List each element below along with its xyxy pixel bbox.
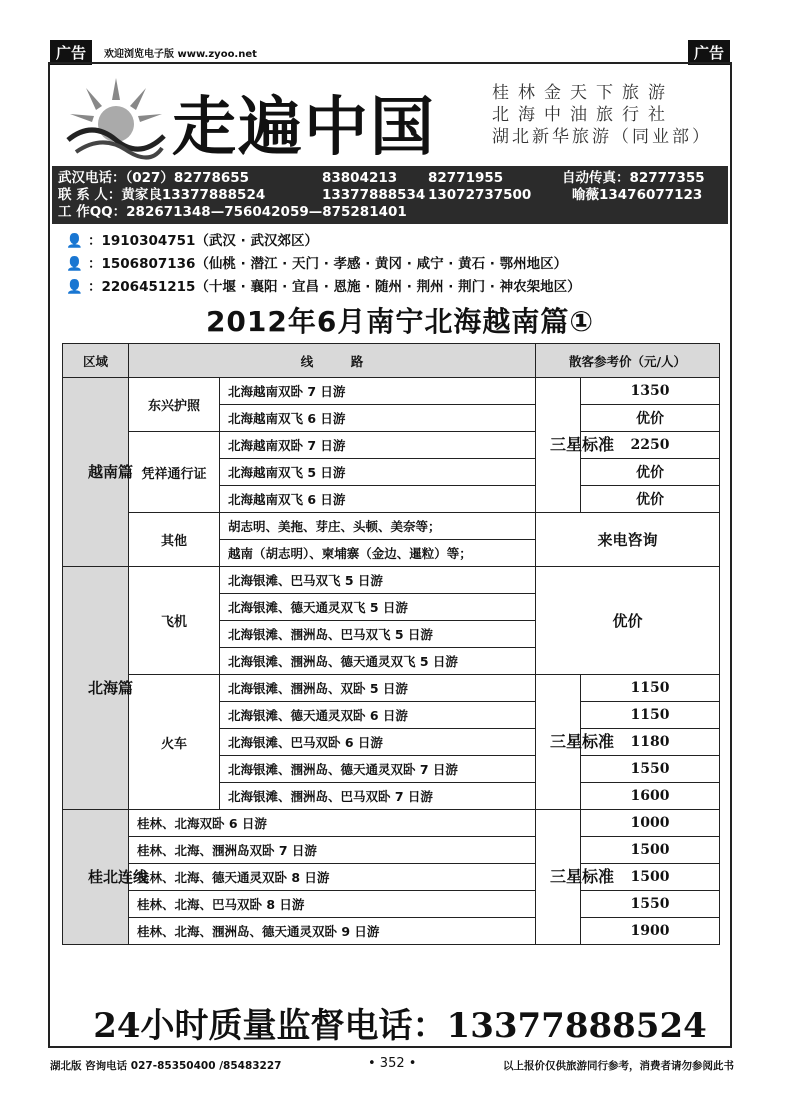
region-beihai: 北海篇 [63,567,129,810]
contact-person: 联 系 人：黄家良13377888524 [58,187,266,203]
route-cell: 胡志明、美拖、芽庄、头顿、美奈等； [220,513,536,540]
phone-3: 82771955 [428,170,504,186]
price-cell: 优价 [581,459,720,486]
agency-3: 湖北新华旅游（同业部） [492,127,712,147]
region-guibei: 桂北连线 [63,810,129,945]
phone-label: 武汉电话：（027）82778655 [58,170,250,186]
route-cell: 北海银滩、涠洲岛、巴马双卧 7 日游 [220,783,536,810]
price-cell: 1550 [581,891,720,918]
contact-box [52,166,728,224]
route-cell: 北海越南双卧 7 日游 [220,378,536,405]
route-cell: 北海越南双飞 6 日游 [220,405,536,432]
contact-mobile-4: 喻薇13476077123 [572,187,703,203]
price-cell: 1180 [581,729,720,756]
work-qq: 工 作QQ：282671348—756042059—875281401 [58,204,407,220]
table-row [63,837,720,864]
table-row [63,378,720,405]
qq-line-1: 👤 ：1910304751（武汉 · 武汉郊区） [66,230,726,253]
route-cell: 北海越南双飞 6 日游 [220,486,536,513]
agency-list [492,82,732,148]
price-cell: 1900 [581,918,720,945]
table-row [63,891,720,918]
route-cell: 北海银滩、涠洲岛、德天通灵双卧 7 日游 [220,756,536,783]
table-row [63,918,720,945]
qq-line-3: 👤 ：2206451215（十堰 · 襄阳 · 宜昌 · 恩施 · 随州 · 荆州 · 荆门 · 神农架地区） [66,276,726,299]
price-cell: 1500 [581,837,720,864]
price-cell: 1150 [581,675,720,702]
price-cell: 1600 [581,783,720,810]
quality-hotline: 24小时质量监督电话：13377888524 [93,1006,707,1046]
header-region: 区域 [63,344,129,378]
route-cell: 北海银滩、涠洲岛、双卧 5 日游 [220,675,536,702]
table-row [63,513,720,540]
route-cell: 北海银滩、巴马双飞 5 日游 [220,567,536,594]
route-cell: 桂林、北海、涠洲岛、德天通灵双卧 9 日游 [129,918,536,945]
route-cell: 桂林、北海、巴马双卧 8 日游 [129,891,536,918]
price-cell: 优价 [581,405,720,432]
footer-right: 以上报价仅供旅游同行参考，消费者请勿参阅此书 [503,1060,734,1072]
price-cell: 2250 [581,432,720,459]
category-plane: 飞机 [129,567,220,675]
route-cell: 北海银滩、德天通灵双飞 5 日游 [220,594,536,621]
plane-price-cell: 优价 [536,567,720,675]
phone-2: 83804213 [322,170,398,186]
page-title: 2012年6月南宁北海越南篇① [205,305,595,338]
qq-user-icon: 👤 [66,233,83,249]
route-cell: 桂林、北海、德天通灵双卧 8 日游 [129,864,536,891]
ad-label-right: 广告 [688,40,730,65]
consult-cell: 来电咨询 [536,513,720,567]
price-cell: 1500 [581,864,720,891]
region-vietnam: 越南篇 [63,378,129,567]
table-row [63,675,720,702]
qq-list [66,230,726,299]
category-dongxing: 东兴护照 [129,378,220,432]
route-cell: 北海银滩、涠洲岛、巴马双飞 5 日游 [220,621,536,648]
ad-label-left: 广告 [50,40,92,65]
qq-user-icon: 👤 [66,279,83,295]
price-cell: 优价 [581,486,720,513]
logo-text: 走遍中国 [172,90,436,165]
category-pingxiang: 凭祥通行证 [129,432,220,513]
category-train: 火车 [129,675,220,810]
std-label: 三星标准 [536,810,581,945]
table-row [63,810,720,837]
sun-logo-icon [62,70,170,162]
route-cell: 北海越南双卧 7 日游 [220,432,536,459]
contact-mobile-2: 13377888534 [322,187,426,203]
price-cell: 1550 [581,756,720,783]
route-cell: 越南（胡志明）、柬埔寨（金边、暹粒）等； [220,540,536,567]
std-label: 三星标准 [536,675,581,810]
std-label: 三星标准 [536,378,581,513]
header-price: 散客参考价（元/人） [536,344,720,378]
table-header [63,344,720,378]
route-cell: 桂林、北海双卧 6 日游 [129,810,536,837]
fax-number: 自动传真：82777355 [562,170,705,186]
contact-mobile-3: 13072737500 [428,187,532,203]
route-cell: 北海银滩、涠洲岛、德天通灵双飞 5 日游 [220,648,536,675]
header-route: 线 路 [129,344,536,378]
qq-line-2: 👤 ：1506807136（仙桃 · 潜江 · 天门 · 孝感 · 黄冈 · 咸宁 · 黄石 · 鄂州地区） [66,253,726,276]
route-cell: 北海越南双飞 5 日游 [220,459,536,486]
price-cell: 1150 [581,702,720,729]
qq-user-icon: 👤 [66,256,83,272]
category-other: 其他 [129,513,220,567]
table-row [63,432,720,459]
agency-1: 桂林金天下旅游 [492,83,674,103]
footer-left: 湖北版 咨询电话 027-85350400 /85483227 [50,1060,282,1072]
page-number: • 352 • [368,1056,417,1071]
route-cell: 北海银滩、巴马双卧 6 日游 [220,729,536,756]
route-cell: 桂林、北海、涠洲岛双卧 7 日游 [129,837,536,864]
route-cell: 北海银滩、德天通灵双卧 6 日游 [220,702,536,729]
price-cell: 1000 [581,810,720,837]
routes-table [62,343,720,945]
welcome-text: 欢迎浏览电子版 www.zyoo.net [104,49,257,60]
table-row [63,567,720,594]
agency-2: 北海中油旅行社 [492,105,674,125]
price-cell: 1350 [581,378,720,405]
table-row [63,864,720,891]
